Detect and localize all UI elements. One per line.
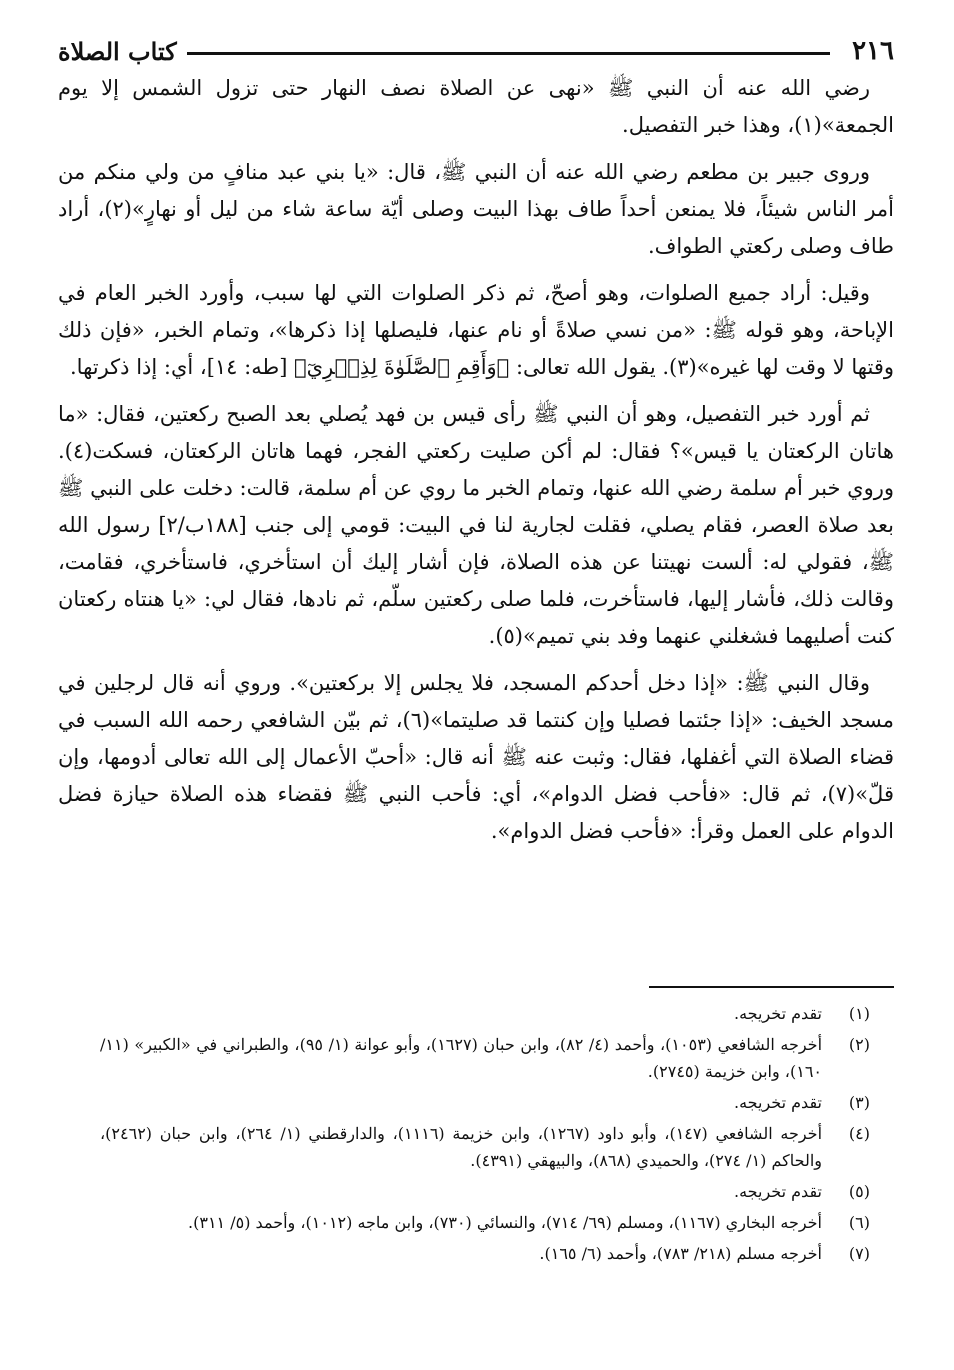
footnote-number: (٦): [848, 1213, 870, 1232]
main-text: [58, 70, 894, 860]
footnote-text: أخرجه البخاري (١١٦٧)، ومسلم (٦٩/ ٧١٤)، والنسائي (٧٣٠)، وابن ماجه (١٠١٢)، وأحمد (٥/ ٣١١).: [188, 1213, 822, 1232]
paragraph: وروى جبير بن مطعم رضي الله عنه أن النبي ﷺ، قال: «يا بني عبد منافٍ من ولي منكم من أمر الناس شيئاً، فلا يمنعن أحداً طاف بهذا البيت وصلى أيّة ساعة شاء من ليل أو نهارٍ»(٢)، أراد طاف وصلى ركعتي الطواف.: [58, 160, 894, 258]
footnote-text: أخرجه مسلم (٢١٨/ ٧٨٣)، وأحمد (٦/ ١٦٥).: [539, 1244, 822, 1263]
footnote: [100, 1089, 870, 1116]
footnote: [100, 1209, 870, 1236]
footnote-number: (٤): [848, 1124, 870, 1143]
footnote-number: (٧): [848, 1244, 870, 1263]
footnote-text: تقدم تخريجه.: [734, 1093, 822, 1112]
footnote: [100, 1240, 870, 1267]
footnote-text: أخرجه الشافعي (١٤٧)، وأبو داود (١٢٦٧)، وابن خزيمة (١١١٦)، والدارقطني (١/ ٢٦٤)، وابن حبان (٢٤٦٢)، والحاكم (١/ ٢٧٤)، والحميدي (٨٦٨)، والبيهقي (٤٣٩١).: [100, 1124, 823, 1170]
page-number: ٢١٦: [852, 36, 894, 66]
footnote-number: (٥): [848, 1182, 870, 1201]
footnote: [100, 1120, 870, 1174]
page-header: [58, 26, 894, 64]
footnote-number: (٣): [848, 1093, 870, 1112]
footnote-text: تقدم تخريجه.: [734, 1004, 822, 1023]
book-title: كتاب الصلاة: [58, 37, 177, 66]
paragraph: رضي الله عنه أن النبي ﷺ «نهى عن الصلاة نصف النهار حتى تزول الشمس إلا يوم الجمعة»(١)، وهذا خبر التفصيل.: [58, 76, 894, 137]
footnote-number: (١): [848, 1004, 870, 1023]
footnote: [100, 1031, 870, 1085]
footnote-number: (٢): [848, 1035, 870, 1054]
header-rule: [187, 52, 830, 55]
footnotes: [100, 1000, 870, 1271]
footnote: [100, 1000, 870, 1027]
footnote: [100, 1178, 870, 1205]
paragraph: ثم أورد خبر التفصيل، وهو أن النبي ﷺ رأى قيس بن فهد يُصلي بعد الصبح ركعتين، فقال: «ما هاتان الركعتان يا قيس»؟ فقال: لم أكن صليت ركعتي الفجر، فهما هاتان الركعتان، فسكت(٤). وروي خبر أم سلمة رضي الله عنها، وتمام الخبر ما روي عن أم سلمة، قالت: دخلت على النبي ﷺ بعد صلاة العصر، فقام يصلي، فقلت لجارية لنا في البيت: قومي إلى جنب [١٨٨ب/٢] رسول الله ﷺ، فقولي له: ألست نهيتنا عن هذه الصلاة، فإن أشار إليك أن استأخري، فاستأخري، فقامت، وقالت ذلك، فأشار إليها، فاستأخرت، فلما صلى ركعتين سلّم، ثم نادها، فقال لي: «يا هنتاه ركعتان كنت أصليهما فشغلني عنهما وفد بني تميم»(٥).: [58, 402, 894, 648]
footnote-text: أخرجه الشافعي (١٠٥٣)، وأحمد (٤/ ٨٢)، وابن حبان (١٦٢٧)، وأبو عوانة (١/ ٩٥)، والطبراني في «الكبير» (١١/ ١٦٠)، وابن خزيمة (٢٧٤٥).: [100, 1035, 823, 1081]
paragraph: وقيل: أراد جميع الصلوات، وهو أصحّ، ثم ذكر الصلوات التي لها سبب، وأورد الخبر العام في الإباحة، وهو قوله ﷺ: «من نسي صلاةً أو نام عنها، فليصلها إذا ذكرها»، وتمام الخبر، «فإن ذلك وقتها لا وقت لها غيره»(٣). يقول الله تعالى: ﴿وَأَقِمِ ٱلصَّلَوٰةَ لِذِكۡرِيٓ﴾ [طه: ١٤]، أي: إذا ذكرتها.: [58, 281, 894, 379]
footnote-text: تقدم تخريجه.: [734, 1182, 822, 1201]
paragraph: وقال النبي ﷺ: «إذا دخل أحدكم المسجد، فلا يجلس إلا بركعتين». وروي أنه قال لرجلين في مسجد الخيف: «إذا جئتما فصليا وإن كنتما قد صليتما»(٦)، ثم بيّن الشافعي رحمه الله السبب في قضاء الصلاة التي أغفلها، فقال: وثبت عنه ﷺ أنه قال: «أحبّ الأعمال إلى الله تعالى أدومها، وإن قلّ»(٧)، ثم قال: «فأحب فضل الدوام»، أي: فأحب النبي ﷺ فقضاء هذه الصلاة حيازة فضل الدوام على العمل وقرأ: «فأحب فضل الدوام».: [58, 671, 894, 843]
footnote-separator: [649, 986, 894, 988]
